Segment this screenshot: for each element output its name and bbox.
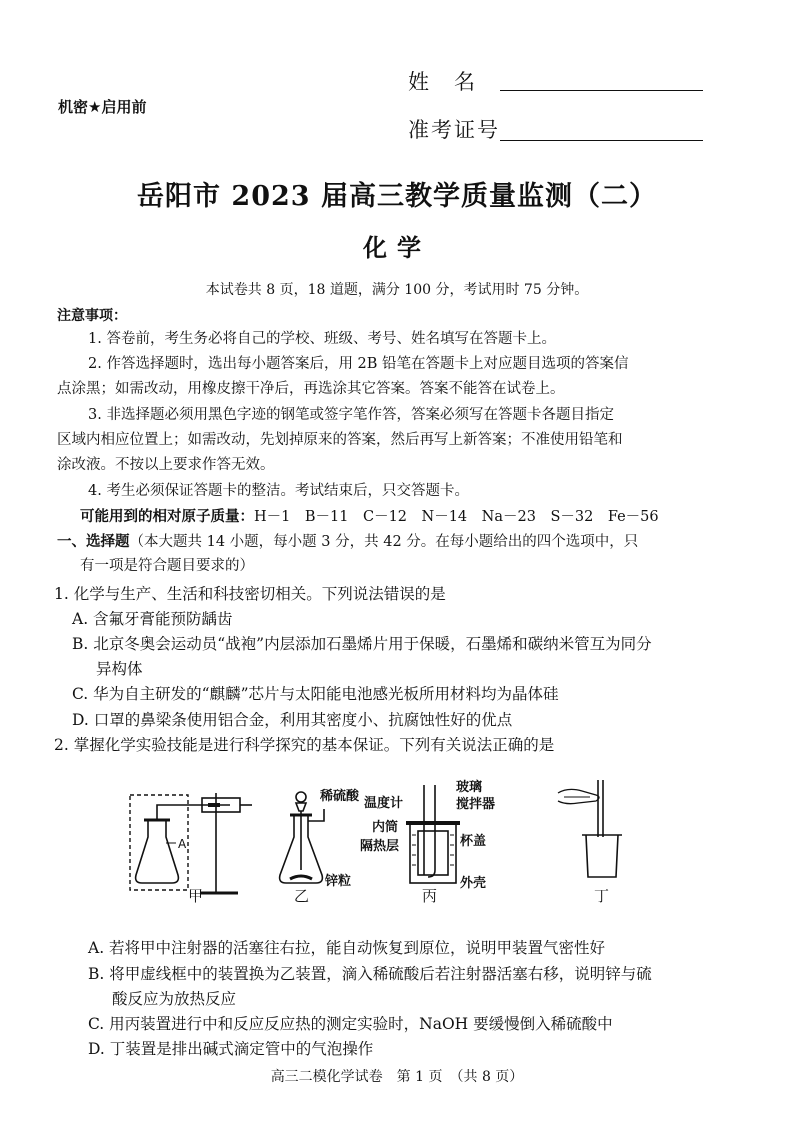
section-desc-line1: （本大题共 14 小题，每小题 3 分，共 42 分。在每小题给出的四个选项中，只 — [129, 534, 639, 550]
atomic-masses — [80, 505, 659, 526]
apparatus-figure — [120, 775, 640, 905]
notes-heading: 注意事项： — [57, 308, 127, 324]
label-a: A — [178, 837, 187, 851]
note-item: 点涂黑；如需改动，用橡皮擦干净后，再选涂其它答案。答案不能答在试卷上。 — [57, 381, 565, 397]
section-title: 一、选择题 — [57, 534, 130, 550]
exam-intro: 本试卷共 8 页，18 道题，满分 100 分，考试用时 75 分钟。 — [205, 282, 589, 298]
label-zinc: 锌粒 — [325, 874, 352, 889]
label-bing: 丙 — [422, 887, 438, 905]
question-1-option-b-cont: 异构体 — [96, 660, 143, 678]
apparatus-bing — [406, 785, 460, 883]
name-field[interactable] — [500, 68, 703, 91]
apparatus-yi — [280, 792, 324, 883]
note-item: 1. 答卷前，考生务必将自己的学校、班级、考号、姓名填写在答题卡上。 — [88, 331, 556, 347]
question-2-stem: 2. 掌握化学实验技能是进行科学探究的基本保证。下列有关说法正确的是 — [54, 736, 555, 754]
question-2-option-b-cont: 酸反应为放热反应 — [112, 990, 237, 1008]
label-lid: 杯盖 — [460, 834, 487, 849]
label-jia: 甲 — [188, 887, 204, 905]
note-item: 4. 考生必须保证答题卡的整洁。考试结束后，只交答题卡。 — [88, 483, 469, 499]
label-thermometer: 温度计 — [364, 796, 404, 811]
question-2-option-a: A. 若将甲中注射器的活塞往右拉，能自动恢复到原位，说明甲装置气密性好 — [88, 939, 606, 957]
atomic-masses-label: 可能用到的相对原子质量： — [80, 509, 254, 525]
label-stirrer-1: 玻璃 — [456, 780, 483, 795]
question-1-option-a: A. 含氟牙膏能预防龋齿 — [72, 610, 233, 628]
section-heading — [57, 530, 722, 578]
question-2-option-b: B. 将甲虚线框中的装置换为乙装置，滴入稀硫酸后若注射器活塞右移，说明锌与硫 — [88, 965, 652, 983]
apparatus-jia — [130, 793, 252, 893]
question-2-option-c: C. 用丙装置进行中和反应反应热的测定实验时，NaOH 要缓慢倒入稀硫酸中 — [88, 1015, 613, 1033]
question-1-option-d: D. 口罩的鼻梁条使用铝合金，利用其密度小、抗腐蚀性好的优点 — [72, 711, 513, 729]
question-1-option-c: C. 华为自主研发的“麒麟”芯片与太阳能电池感光板所用材料均为晶体硅 — [72, 685, 559, 703]
section-desc-line2: 有一项是符合题目要求的） — [80, 558, 254, 574]
exam-id-field[interactable] — [500, 118, 703, 141]
question-2-option-d: D. 丁装置是排出碱式滴定管中的气泡操作 — [88, 1040, 374, 1058]
note-item: 2. 作答选择题时，选出每小题答案后，用 2B 铅笔在答题卡上对应题目选项的答案信 — [88, 356, 629, 372]
question-1-stem: 1. 化学与生产、生活和科技密切相关。下列说法错误的是 — [54, 585, 446, 603]
exam-id-label: 准考证号 — [408, 118, 500, 142]
label-yi: 乙 — [294, 887, 310, 905]
atomic-masses-values: H－1 B－11 C－12 N－14 Na－23 S－32 Fe－56 — [254, 509, 659, 525]
question-1-option-b: B. 北京冬奥会运动员“战袍”内层添加石墨烯片用于保暖，石墨烯和碳纳米管互为同分 — [72, 635, 652, 653]
note-item: 涂改液。不按以上要求作答无效。 — [57, 457, 275, 473]
label-insulation: 隔热层 — [360, 839, 400, 854]
note-item: 3. 非选择题必须用黑色字迹的钢笔或签字笔作答，答案必须写在答题卡各题目指定 — [88, 407, 614, 423]
apparatus-ding — [558, 780, 622, 877]
label-inner: 内筒 — [372, 820, 399, 835]
subject-title: 化学 — [363, 233, 431, 262]
page-footer: 高三二模化学试卷 第 1 页 （共 8 页） — [270, 1069, 524, 1085]
name-label: 姓 名 — [408, 70, 477, 94]
label-shell: 外壳 — [460, 876, 487, 891]
label-dilute-acid: 稀硫酸 — [320, 789, 360, 804]
note-item: 区域内相应位置上；如需改动，先划掉原来的答案，然后再写上新答案；不准使用铅笔和 — [57, 432, 623, 448]
label-ding: 丁 — [594, 887, 610, 905]
exam-title: 岳阳市 2023 届高三教学质量监测（二） — [137, 181, 657, 212]
confidential-label: 机密★启用前 — [58, 98, 147, 116]
label-stirrer-2: 搅拌器 — [456, 797, 496, 812]
